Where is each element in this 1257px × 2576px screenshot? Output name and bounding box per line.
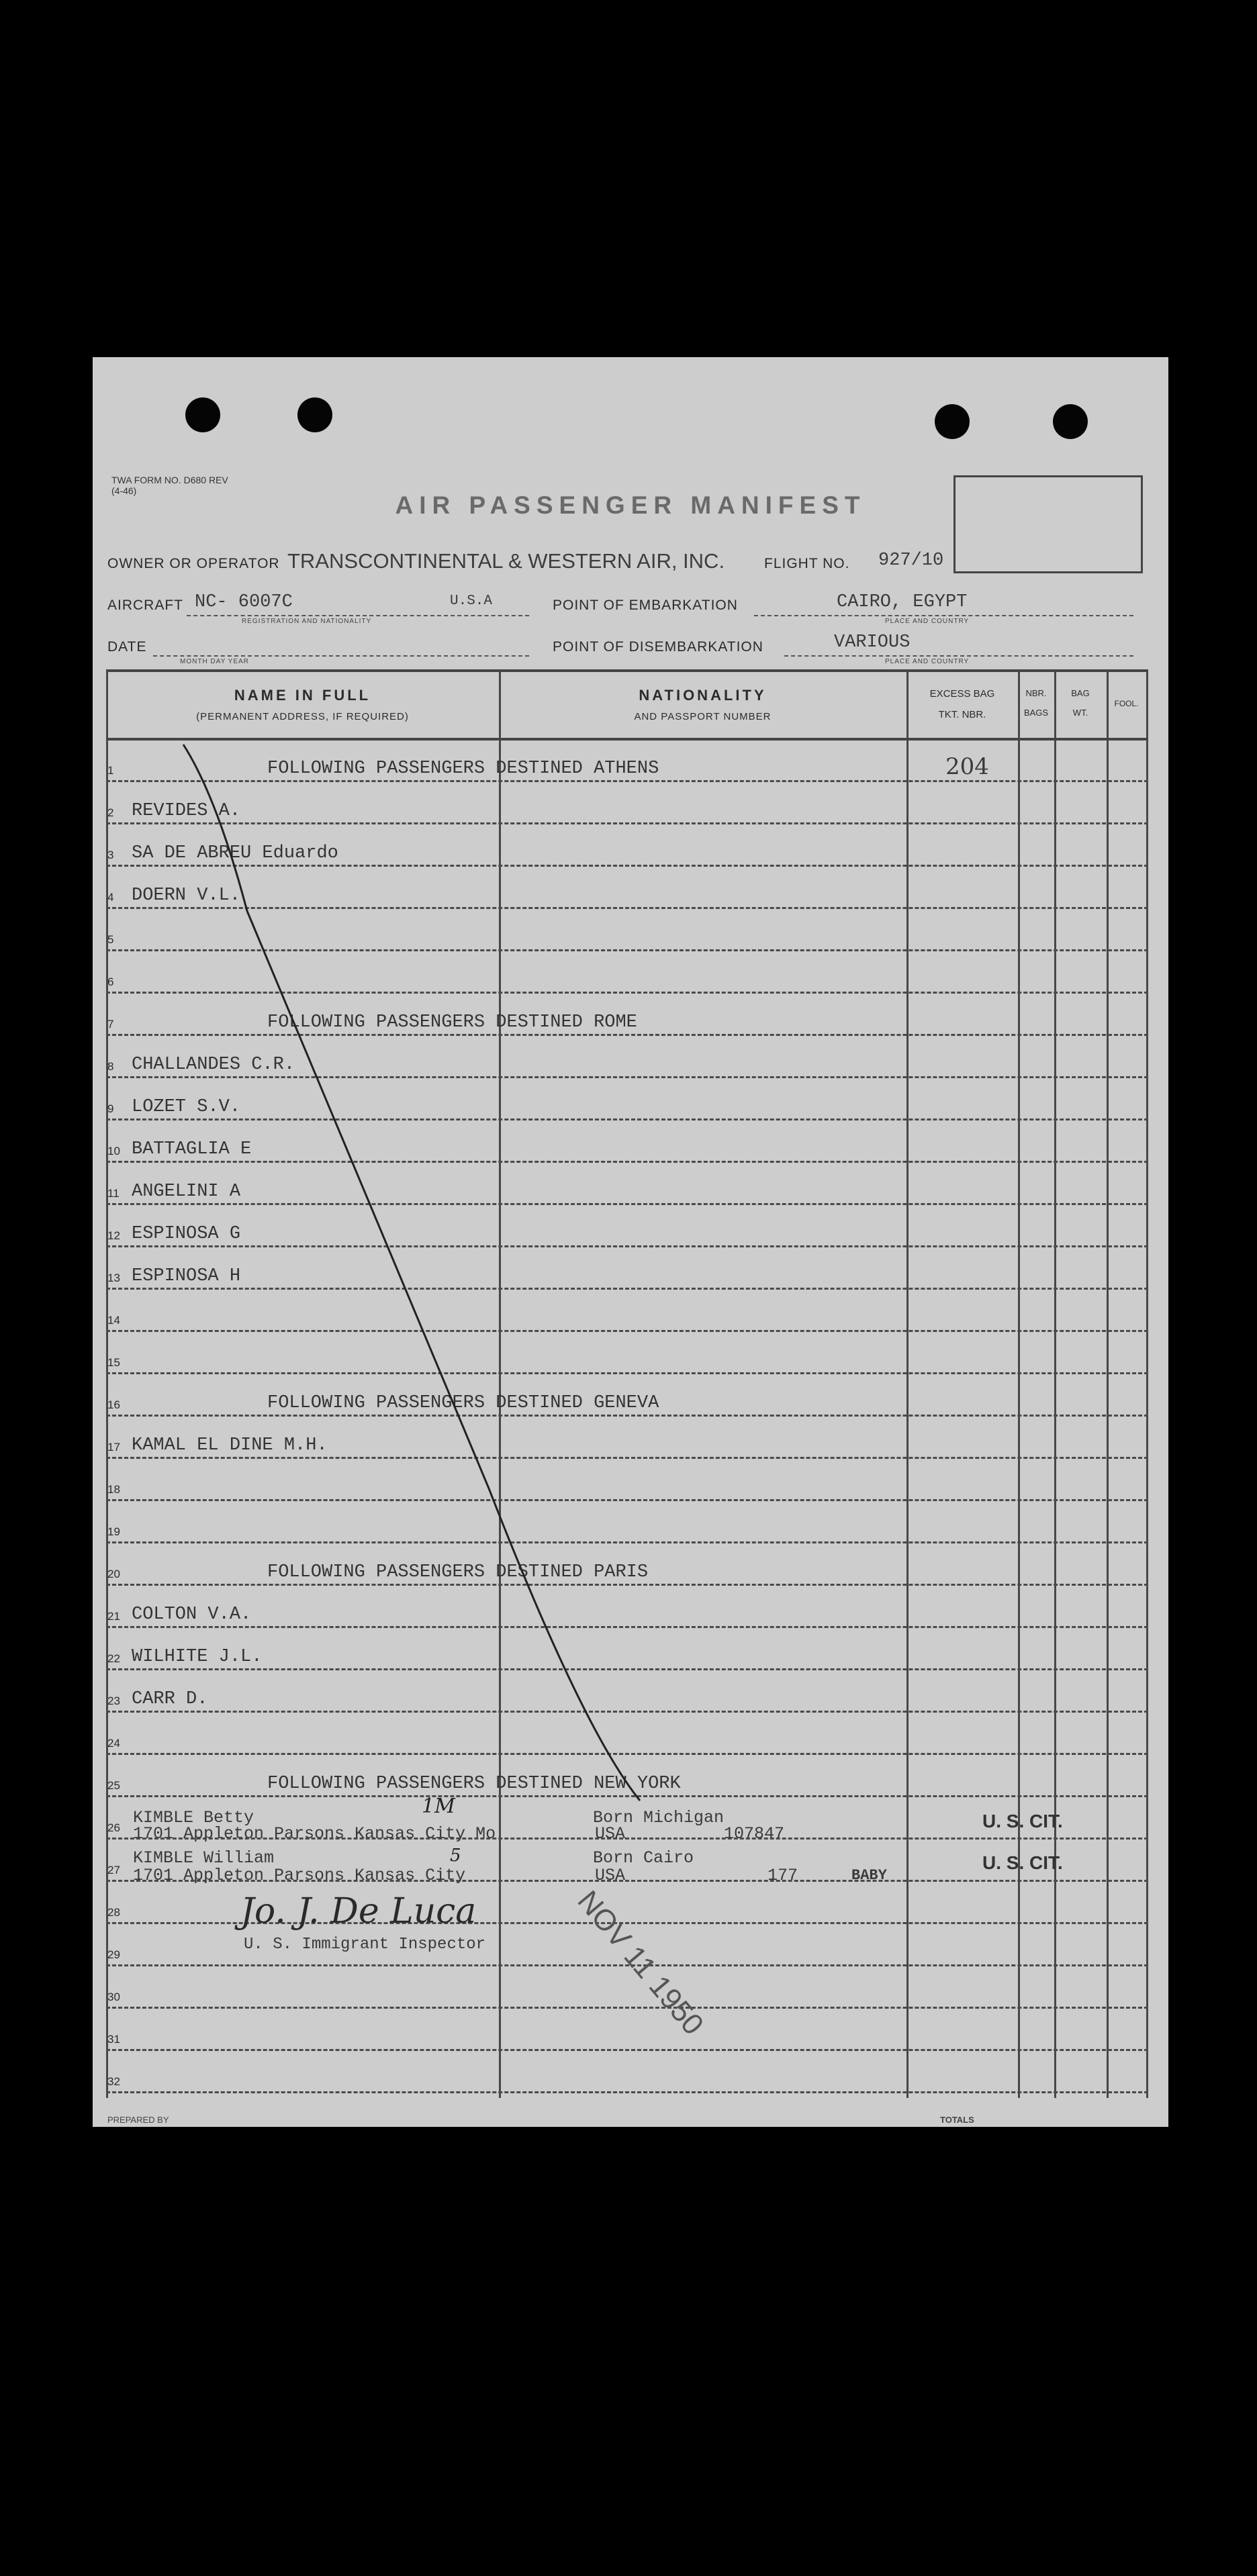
passenger-26-passport: 107847 [724,1824,785,1844]
row-number: 9 [107,1102,114,1115]
handwritten-mark: 1M [422,1795,455,1818]
row-number: 24 [107,1737,120,1750]
row-number: 29 [107,1948,120,1961]
row-number: 4 [107,891,114,904]
col-header-name-sub: (PERMANENT ADDRESS, IF REQUIRED) [196,711,409,722]
passenger-26-nationality: USA [595,1824,626,1844]
embark-value: CAIRO, EGYPT [837,592,968,612]
disembark-sub: PLACE AND COUNTRY [885,658,970,665]
passenger-name: CHALLANDES C.R. [132,1055,295,1075]
destination-heading: FOLLOWING PASSENGERS DESTINED PARIS [267,1562,649,1582]
col-header-nationality-title: NATIONALITY [639,687,767,704]
passenger-27-citizenship: U. S. CIT. [982,1852,1063,1873]
row-number: 16 [107,1398,120,1411]
passenger-name: DOERN V.L. [132,886,241,906]
inspector-signature: Jo. J. De Luca [240,1891,477,1931]
embark-underline [754,615,1133,616]
row-number: 8 [107,1060,114,1073]
passenger-name: WILHITE J.L. [132,1647,263,1667]
passenger-26-name: KIMBLE Betty [133,1808,254,1827]
passenger-27-note: BABY [851,1867,887,1884]
col-header-bag-title: BAG [1071,688,1090,698]
passenger-27-address: 1701 Appleton Parsons Kansas City [133,1866,466,1885]
passenger-name: CARR D. [132,1689,208,1709]
passenger-27-name: KIMBLE William [133,1848,275,1868]
row-number: 20 [107,1568,120,1580]
row-number: 18 [107,1483,120,1496]
passenger-name: ESPINOSA H [132,1266,241,1286]
flight-value: 927/10 [878,551,944,571]
destination-heading: FOLLOWING PASSENGERS DESTINED GENEVA [267,1393,659,1413]
passenger-name: ESPINOSA G [132,1224,241,1244]
handwritten-mark: 5 [450,1846,461,1866]
row-number: 11 [107,1187,120,1200]
flight-label: FLIGHT NO. [764,556,850,571]
row-number: 27 [107,1864,120,1876]
disembark-value: VARIOUS [834,632,911,653]
passenger-26-address: 1701 Appleton Parsons Kansas City Mo [133,1824,496,1844]
punch-hole [1053,404,1088,439]
embark-label: POINT OF EMBARKATION [553,598,738,613]
row-number: 5 [107,933,114,946]
owner-label: OWNER OR OPERATOR [107,556,280,571]
row-number: 28 [107,1906,120,1919]
col-header-bag-sub: WT. [1072,708,1088,718]
passenger-26-citizenship: U. S. CIT. [982,1811,1063,1831]
owner-value: TRANSCONTINENTAL & WESTERN AIR, INC. [287,549,725,573]
manifest-table [106,669,1148,2098]
row-number: 12 [107,1229,120,1242]
passenger-26-birth: Born Michigan [593,1808,725,1827]
row-number: 3 [107,849,114,861]
passenger-name: KAMAL EL DINE M.H. [132,1435,328,1456]
row-number: 19 [107,1525,120,1538]
embark-sub: PLACE AND COUNTRY [885,618,970,625]
row-number: 15 [107,1356,120,1369]
passenger-name: SA DE ABREU Eduardo [132,843,338,863]
col-header-nbr-title: NBR. [1025,688,1047,698]
aircraft-underline [187,615,529,616]
row-number: 10 [107,1145,120,1157]
row-number: 25 [107,1779,120,1792]
col-header-nationality-sub: AND PASSPORT NUMBER [634,711,772,722]
row-number: 2 [107,806,114,819]
excess-bag-ticket: 204 [945,753,989,780]
row-number: 7 [107,1018,114,1031]
disembark-underline [784,655,1133,657]
inspector-title: U. S. Immigrant Inspector [244,1936,486,1954]
manifest-page [93,357,1168,2127]
col-header-fcol-title: FOOL. [1114,699,1139,708]
row-number: 26 [107,1821,120,1834]
prepared-by-label: PREPARED BY [107,2115,169,2125]
passenger-27-nationality: USA [595,1866,626,1885]
disembark-label: POINT OF DISEMBARKATION [553,639,763,655]
aircraft-label: AIRCRAFT [107,598,183,613]
row-number: 22 [107,1652,120,1665]
passenger-27-passport: 177 [767,1866,798,1885]
destination-heading: FOLLOWING PASSENGERS DESTINED NEW YORK [267,1774,681,1794]
punch-hole [185,397,220,432]
row-number: 23 [107,1695,120,1707]
col-header-excess-sub: TKT. NBR. [938,709,986,720]
row-number: 17 [107,1441,120,1453]
row-number: 21 [107,1610,120,1623]
destination-heading: FOLLOWING PASSENGERS DESTINED ATHENS [267,759,659,779]
col-header-excess-title: EXCESS BAG [929,688,995,700]
form-number: TWA FORM NO. D680 REV (4-46) [111,475,228,496]
destination-heading: FOLLOWING PASSENGERS DESTINED ROME [267,1012,637,1033]
stamp-box [953,475,1143,573]
row-number: 31 [107,2033,120,2046]
aircraft-sub: REGISTRATION AND NATIONALITY [242,618,372,625]
row-number: 6 [107,975,114,988]
row-number: 14 [107,1314,120,1327]
passenger-name: BATTAGLIA E [132,1139,252,1159]
row-number: 13 [107,1272,120,1284]
col-header-name-title: NAME IN FULL [234,687,371,704]
row-number: 32 [107,2075,120,2088]
passenger-27-birth: Born Cairo [593,1848,694,1868]
passenger-name: REVIDES A. [132,801,241,821]
punch-hole [935,404,970,439]
row-number: 30 [107,1991,120,2003]
totals-label: TOTALS [940,2115,974,2125]
passenger-name: ANGELINI A [132,1182,241,1202]
passenger-name: COLTON V.A. [132,1605,252,1625]
aircraft-value: NC- 6007C [195,592,293,612]
date-sub: MONTH DAY YEAR [180,658,249,665]
date-label: DATE [107,639,147,655]
row-number: 1 [107,764,114,777]
aircraft-nationality: U.S.A [450,593,493,609]
col-header-nbr-sub: BAGS [1023,708,1049,718]
inspection-date-stamp: NOV 11 1950 [571,1885,710,2042]
punch-hole [297,397,332,432]
passenger-name: LOZET S.V. [132,1097,241,1117]
date-underline [153,655,529,657]
page-title: AIR PASSENGER MANIFEST [395,491,866,519]
